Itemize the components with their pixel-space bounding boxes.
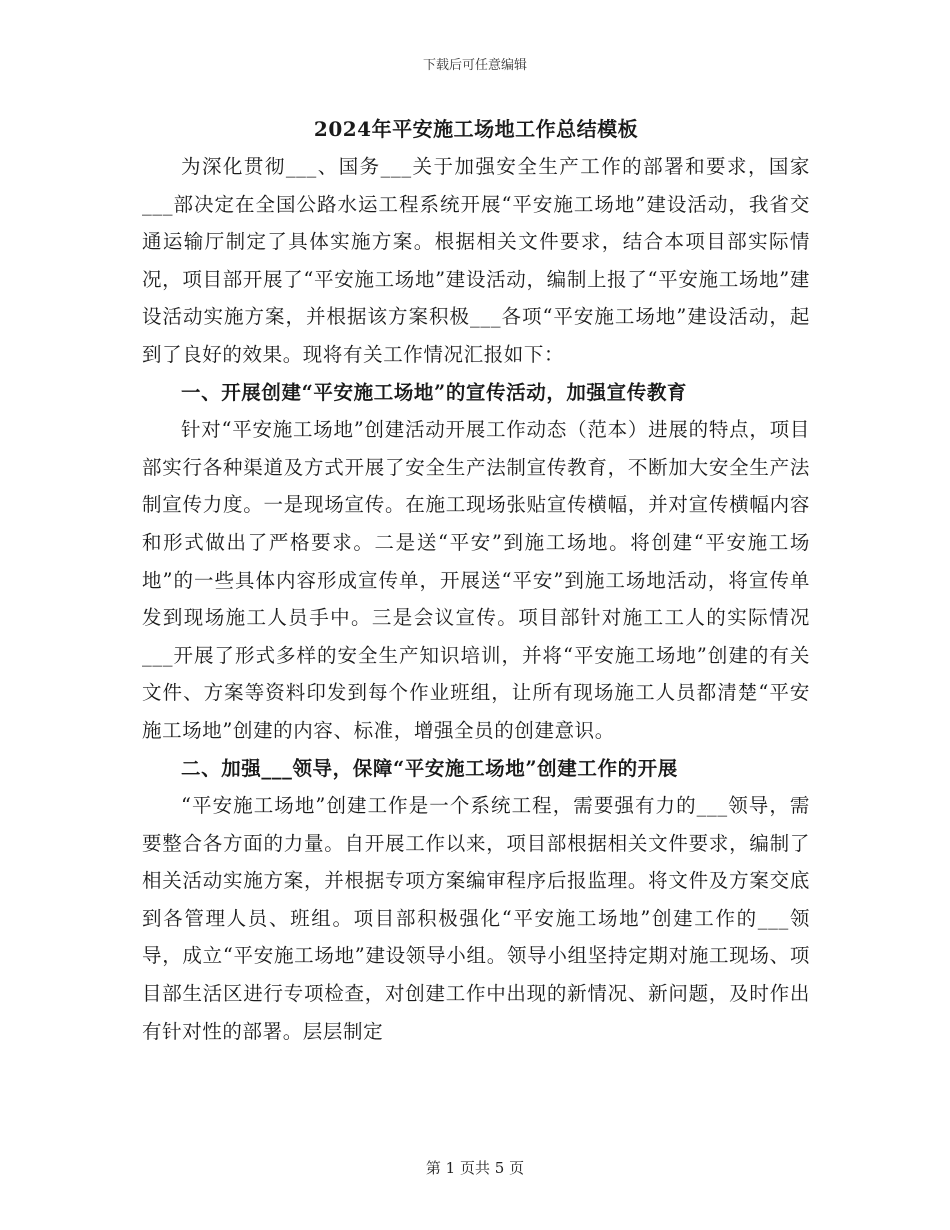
header-note: 下载后可任意编辑 [422,58,527,73]
section-2-heading: 二、加强___领导，保障“平安施工场地”创建工作的开展 [181,756,678,780]
document-content [142,112,810,1050]
section-1-heading: 一、开展创建“平安施工场地”的宣传活动，加强宣传教育 [181,380,688,404]
document-title: 2024年平安施工场地工作总结模板 [313,117,639,141]
intro-paragraph: 为深化贯彻___、国务___关于加强安全生产工作的部署和要求，国家___部决定在全国公路水运工程系统开展“平安施工场地”建设活动，我省交通运输厅制定了具体实施方案。根据相关文件要求，结合本项目部实际情况，项目部开展了“平安施工场地”建设活动，编制上报了“平安施工场地”建设活动实施方案，并根据该方案积极___各项“平安施工场地”建设活动，起到了良好的效果。现将有关工作情况汇报如下： [142,155,810,366]
section-1-paragraph: 针对“平安施工场地”创建活动开展工作动态（范本）进展的特点，项目部实行各种渠道及方式开展了安全生产法制宣传教育，不断加大安全生产法制宣传力度。一是现场宣传。在施工现场张贴宣传横幅，并对宣传横幅内容和形式做出了严格要求。二是送“平安”到施工场地。将创建“平安施工场地”的一些具体内容形成宣传单，开展送“平安”到施工场地活动，将宣传单发到现场施工人员手中。三是会议宣传。项目部针对施工工人的实际情况___开展了形式多样的安全生产知识培训，并将“平安施工场地”创建的有关文件、方案等资料印发到每个作业班组，让所有现场施工人员都清楚“平安施工场地”创建的内容、标准，增强全员的创建意识。 [142,418,810,742]
section-2-paragraph: “平安施工场地”创建工作是一个系统工程，需要强有力的___领导，需要整合各方面的力量。自开展工作以来，项目部根据相关文件要求，编制了相关活动实施方案，并根据专项方案编审程序后报监理。将文件及方案交底到各管理人员、班组。项目部积极强化“平安施工场地”创建工作的___领导，成立“平安施工场地”建设领导小组。领导小组坚持定期对施工现场、项目部生活区进行专项检查，对创建工作中出现的新情况、新问题，及时作出有针对性的部署。层层制定 [142,794,810,1043]
page-number: 第 1 页共 5 页 [425,1159,525,1177]
